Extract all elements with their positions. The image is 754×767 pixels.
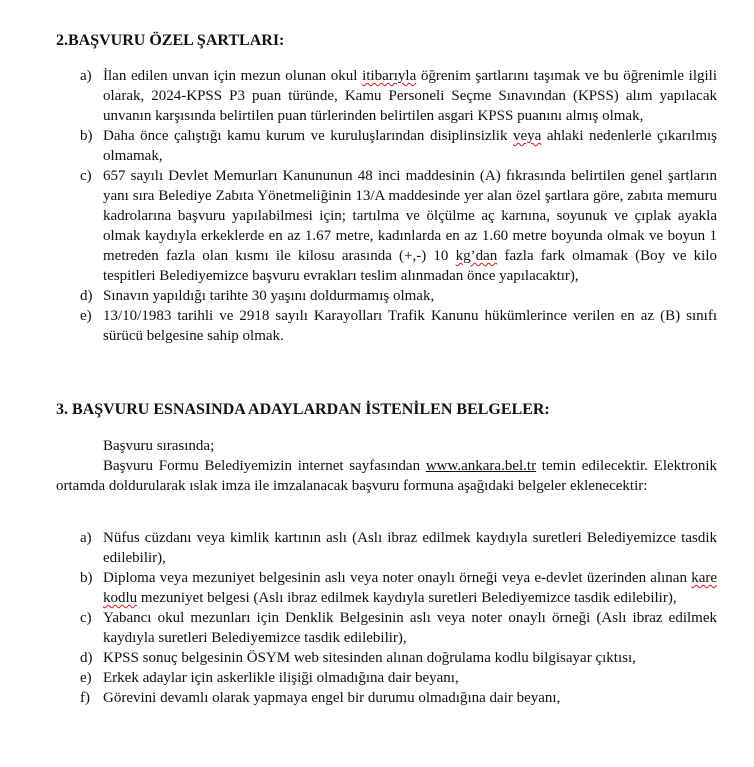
list-marker: b) [80,128,93,144]
list-marker: d) [80,650,93,666]
list-item: a) İlan edilen unvan için mezun olunan okul itibarıyla öğrenim şartlarını taşımak ve bu öğrenimle ilgili olarak, 2024-KPSS P3 puan türünde, Kamu Personeli Seçme Sınavından (KPSS) alım yapılacak unvanın karşısında belirtilen puan türlerinden belirtilen asgari KPSS puanını almış olmak, [80,68,717,124]
spellcheck-flagged-word[interactable]: kare kodlu [103,570,717,606]
spellcheck-flagged-word[interactable]: veya [512,128,542,144]
intro-line-1: Başvuru sırasında; [103,438,215,454]
spellcheck-flagged-word[interactable]: kg’dan [455,248,498,264]
list-marker: b) [80,570,93,586]
list-item: c) 657 sayılı Devlet Memurları Kanununun 48 inci maddesinin (A) fıkrasında belirtilen genel şartların yanı sıra Belediye Zabıta Yönetmeliğinin 13/A maddesinde yer alan özel şartlara göre, zabıta memuru kadrolarına başvuru yapılabilmesi için; tartılma ve ölçülme aç karnına, soyunuk ve çıplak ayakla olmak kaydıyla erkeklerde en az 1.67 metre, kadınlarda en az 1.60 metre boyunda olmak ve boyun 1 metreden fazla olan kısmı ile kilosu arasında (+,-) 10 kg’dan fazla fark olmamak (Boy ve kilo tespitleri Belediyemizce başvuru evrakları teslim alınmadan önce yapılacaktır), [80,168,717,284]
list-item: b) Daha önce çalıştığı kamu kurum ve kuruluşlarından disiplinsizlik veya ahlaki nedenlerle çıkarılmış olmamak, [80,128,717,164]
section-3-heading: 3. BAŞVURU ESNASINDA ADAYLARDAN İSTENİLEN BELGELER: [56,401,550,418]
list-marker: a) [80,68,92,84]
section-3-list [80,528,717,708]
list-item: a) Nüfus cüzdanı veya kimlik kartının aslı (Aslı ibraz edilmek kaydıyla suretleri Belediyemizce tasdik edilebilir), [80,530,717,566]
list-item: f) Görevini devamlı olarak yapmaya engel bir durumu olmadığına dair beyanı, [80,690,561,706]
spellcheck-flagged-word[interactable]: itibarıyla [362,68,417,84]
list-marker: c) [80,168,92,184]
list-marker: d) [80,288,93,304]
list-marker: a) [80,530,92,546]
list-marker: f) [80,690,90,706]
list-marker: e) [80,670,92,686]
list-item: d) KPSS sonuç belgesinin ÖSYM web sitesinden alınan doğrulama kodlu bilgisayar çıktısı, [80,650,636,666]
list-marker: e) [80,308,92,324]
list-item: e) 13/10/1983 tarihli ve 2918 sayılı Karayolları Trafik Kanunu hükümlerince verilen en az (B) sınıfı sürücü belgesine sahip olmak. [80,308,717,344]
list-item: c) Yabancı okul mezunları için Denklik Belgesinin aslı veya noter onaylı örneği (Aslı ibraz edilmek kaydıyla suretleri Belediyemizce tasdik edilebilir), [80,610,717,646]
section-2-heading: 2.BAŞVURU ÖZEL ŞARTLARI: [56,32,285,49]
list-item: b) Diploma veya mezuniyet belgesinin aslı veya noter onaylı örneği veya e-devlet üzerinden alınan kare kodlu mezuniyet belgesi (Aslı ibraz edilmek kaydıyla suretleri Belediyemizce tasdik edilebilir), [80,570,717,606]
section-2-list [80,66,717,346]
list-item: d) Sınavın yapıldığı tarihte 30 yaşını doldurmamış olmak, [80,288,435,304]
section-3-intro: Başvuru sırasında; Başvuru Formu Belediyemizin internet sayfasından www.ankara.bel.tr temin edilecektir. Elektronik ortamda doldurularak ıslak imza ile imzalanacak başvuru formuna aşağıdaki belgeler eklenecektir: [56,438,717,494]
list-marker: c) [80,610,92,626]
list-item: e) Erkek adaylar için askerlikle ilişiği olmadığına dair beyanı, [80,670,459,686]
website-link[interactable]: www.ankara.bel.tr [425,458,537,474]
